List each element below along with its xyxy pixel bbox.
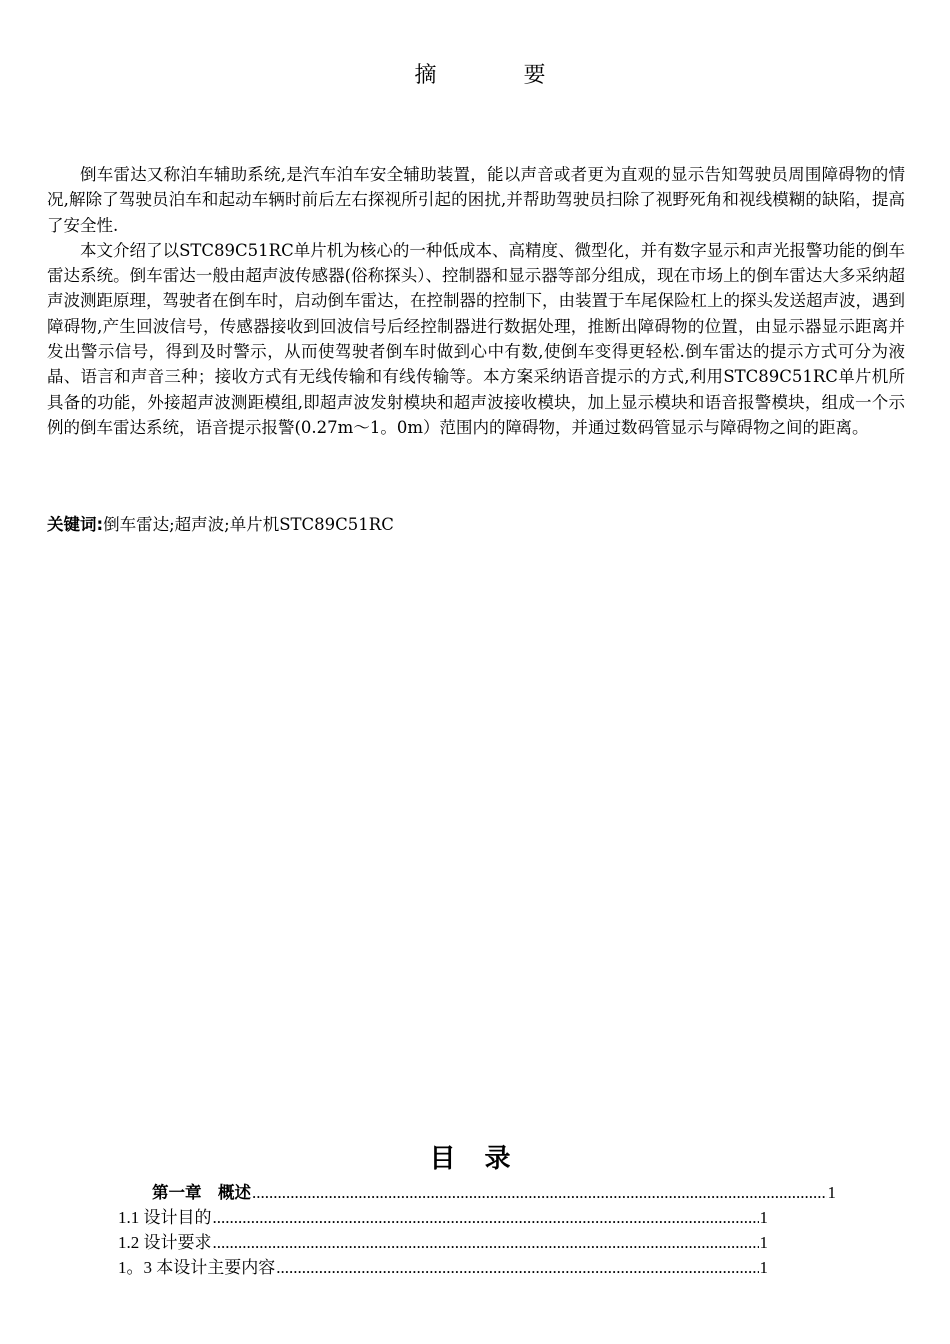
abstract-title: 摘 要 (414, 63, 586, 88)
keywords-line (47, 514, 394, 536)
toc-leader-dots (276, 1256, 758, 1280)
toc-entry-label: 1.1 设计目的 (118, 1208, 212, 1227)
toc-title: 目 录 (429, 1144, 521, 1174)
toc-entry-1-3[interactable] (118, 1256, 768, 1280)
keywords-label: 关键词: (47, 515, 104, 534)
toc-page-number: 1 (759, 1233, 768, 1252)
abstract-paragraph-2: 本文介绍了以STC89C51RC单片机为核心的一种低成本、高精度、微型化，并有数字显示和声光报警功能的倒车雷达系统。倒车雷达一般由超声波传感器(俗称探头）、控制器和显示器等部分组成，现在市场上的倒车雷达大多采纳超声波测距原理，驾驶者在倒车时，启动倒车雷达，在控制器的控制下，由装置于车尾保险杠上的探头发送超声波，遇到障碍物,产生回波信号，传感器接收到回波信号后经控制器进行数据处理，推断出障碍物的位置，由显示器显示距离并发出警示信号，得到及时警示，从而使驾驶者倒车时做到心中有数,使倒车变得更轻松.倒车雷达的提示方式可分为液晶、语言和声音三种；接收方式有无线传输和有线传输等。本方案采纳语音提示的方式,利用STC89C51RC单片机所具备的功能，外接超声波测距模组,即超声波发射模块和超声波接收模块，加上显示模块和语音报警模块，组成一个示例的倒车雷达系统，语音提示报警(0.27m～1。0m）范围内的障碍物，并通过数码管显示与障碍物之间的距离。 (47, 240, 905, 437)
toc-page-number: 1 (759, 1208, 768, 1227)
toc-entry-label: 1.2 设计要求 (118, 1233, 212, 1252)
toc-leader-dots (252, 1181, 827, 1205)
toc-page-number: 1 (759, 1258, 768, 1277)
toc-entry-1-1[interactable] (118, 1206, 768, 1230)
toc-leader-dots (213, 1231, 759, 1255)
toc-leader-dots (213, 1206, 759, 1230)
toc-entry-label: 1。3 本设计主要内容 (118, 1258, 276, 1277)
abstract-body (47, 162, 905, 440)
toc-entry-label: 第一章 概述 (152, 1183, 251, 1202)
toc-page-number: 1 (827, 1183, 836, 1202)
toc-entry-chapter-1[interactable] (152, 1181, 836, 1205)
keywords-value: 倒车雷达;超声波;单片机STC89C51RC (103, 515, 394, 534)
abstract-paragraph-1: 倒车雷达又称泊车辅助系统,是汽车泊车安全辅助装置，能以声音或者更为直观的显示告知驾驶员周围障碍物的情况,解除了驾驶员泊车和起动车辆时前后左右探视所引起的困扰,并帮助驾驶员扫除了视野死角和视线模糊的缺陷，提高了安全性. (47, 165, 905, 235)
toc-entry-1-2[interactable] (118, 1231, 768, 1255)
